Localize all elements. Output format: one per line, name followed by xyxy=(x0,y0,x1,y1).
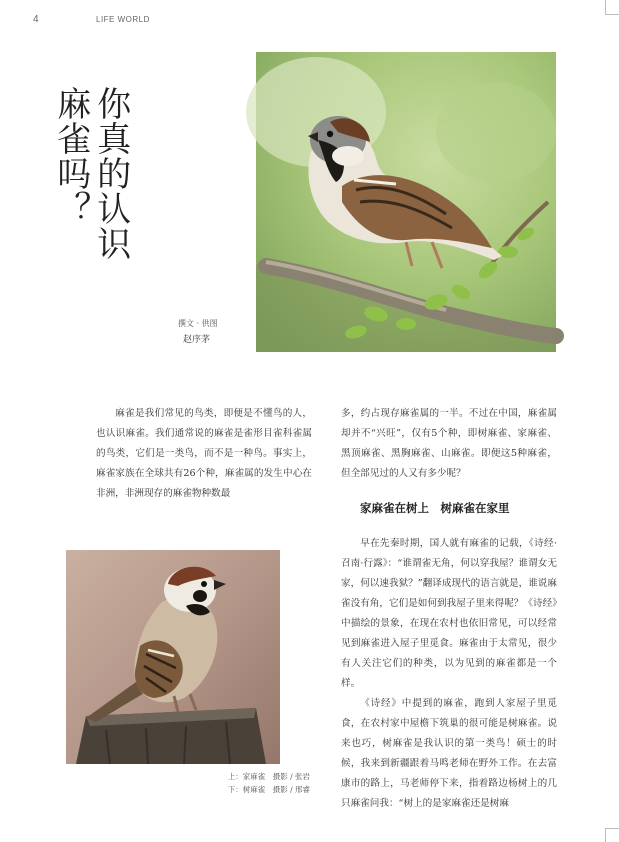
house-sparrow-illustration xyxy=(256,52,556,352)
article-paragraph: 麻雀是我们常见的鸟类，即便是不懂鸟的人，也认识麻雀。我们通常说的麻雀是雀形目雀科雀属的鸟类，它们是一类鸟，而不是一种鸟。事实上，麻雀家族在全球共有26个种，麻雀属的发生中心在非洲，非洲现存的麻雀物种数最 xyxy=(96,408,312,499)
article-col-right-top xyxy=(341,404,557,484)
title-line-2: 麻雀吗？ xyxy=(50,86,91,226)
article-paragraph: 早在先秦时期，国人就有麻雀的记载，《诗经·召南·行露》：“谁谓雀无角，何以穿我屋？谁谓女无家，何以速我狱？”翻译成现代的语言就是，谁说麻雀没有角，它们是如何到我屋子里来得呢？《诗经》中描绘的景象，在现在农村也依旧常见，可以经常见到麻雀进入屋子里觅食。麻雀由于太常见，很少有人关注它们的种类，以为见到的麻雀都是一个样。 xyxy=(341,538,557,689)
page-number: 4 xyxy=(33,14,39,25)
article-col-left-top xyxy=(96,404,312,504)
title-line-1: 你真的认识 xyxy=(90,86,131,261)
photo-caption xyxy=(200,770,310,796)
crop-mark xyxy=(605,828,619,829)
house-sparrow-photo xyxy=(256,52,556,352)
byline-role: 撰文 · 供图 xyxy=(178,319,218,328)
section-label: LIFE WORLD xyxy=(96,15,150,24)
article-paragraph: 《诗经》中提到的麻雀，跑到人家屋子里觅食，在农村家中屋檐下筑巢的很可能是树麻雀。说来也巧，树麻雀是我认识的第一类鸟！硕士的时候，我来到新疆跟着马鸣老师在野外工作。在去富康市的路上，马老师停下来，指着路边杨树上的几只麻雀问我：“树上的是家麻雀还是树麻 xyxy=(341,698,557,809)
byline-author: 赵序茅 xyxy=(183,335,211,345)
crop-mark xyxy=(605,0,606,14)
crop-mark xyxy=(605,14,619,15)
caption-top: 上：家麻雀 摄影 / 张岩 xyxy=(227,772,310,781)
tree-sparrow-photo xyxy=(66,550,280,764)
section-subheading: 家麻雀在树上 树麻雀在家里 xyxy=(360,501,510,515)
crop-mark xyxy=(605,828,606,842)
article-paragraph-continued: 多，约占现存麻雀属的一半。不过在中国，麻雀属却并不“兴旺”，仅有5个种，即树麻雀、家麻雀、黑顶麻雀、黑胸麻雀、山麻雀。即便这5种麻雀，但全部见过的人又有多少呢？ xyxy=(341,408,557,479)
tree-sparrow-illustration xyxy=(66,550,280,764)
caption-bottom: 下：树麻雀 摄影 / 邢睿 xyxy=(227,785,310,794)
article-col-right-body xyxy=(341,534,557,809)
